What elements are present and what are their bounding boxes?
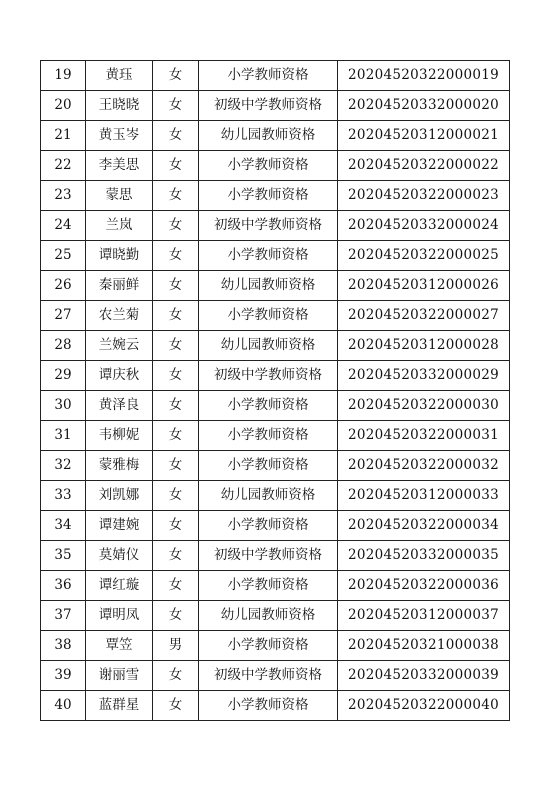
gender-cell: 男	[153, 631, 199, 661]
table-row	[41, 211, 510, 241]
row-number-cell: 19	[41, 61, 86, 91]
person-name-cell: 刘凯娜	[86, 481, 153, 511]
gender-cell: 女	[153, 181, 199, 211]
person-name-cell: 兰岚	[86, 211, 153, 241]
qualification-type-cell: 幼儿园教师资格	[199, 331, 338, 361]
row-number-cell: 38	[41, 631, 86, 661]
table-row	[41, 451, 510, 481]
table-row	[41, 541, 510, 571]
row-number-cell: 22	[41, 151, 86, 181]
gender-cell: 女	[153, 61, 199, 91]
certificate-number-cell: 20204520312000026	[338, 271, 510, 301]
gender-cell: 女	[153, 451, 199, 481]
row-number-cell: 27	[41, 301, 86, 331]
table-row	[41, 391, 510, 421]
gender-cell: 女	[153, 421, 199, 451]
certificate-number-cell: 20204520332000029	[338, 361, 510, 391]
row-number-cell: 33	[41, 481, 86, 511]
table-row	[41, 331, 510, 361]
person-name-cell: 蓝群星	[86, 691, 153, 721]
certificate-number-cell: 20204520322000034	[338, 511, 510, 541]
row-number-cell: 25	[41, 241, 86, 271]
qualification-type-cell: 小学教师资格	[199, 511, 338, 541]
qualification-type-cell: 小学教师资格	[199, 241, 338, 271]
table-row	[41, 241, 510, 271]
gender-cell: 女	[153, 211, 199, 241]
person-name-cell: 莫婧仪	[86, 541, 153, 571]
table-row	[41, 121, 510, 151]
person-name-cell: 王晓晓	[86, 91, 153, 121]
gender-cell: 女	[153, 151, 199, 181]
certificate-number-cell: 20204520322000040	[338, 691, 510, 721]
table-row	[41, 571, 510, 601]
certificate-number-cell: 20204520322000036	[338, 571, 510, 601]
gender-cell: 女	[153, 301, 199, 331]
person-name-cell: 谢丽雪	[86, 661, 153, 691]
qualification-type-cell: 小学教师资格	[199, 691, 338, 721]
qualification-type-cell: 初级中学教师资格	[199, 541, 338, 571]
person-name-cell: 蒙思	[86, 181, 153, 211]
certificate-number-cell: 20204520312000037	[338, 601, 510, 631]
row-number-cell: 31	[41, 421, 86, 451]
certificate-number-cell: 20204520322000025	[338, 241, 510, 271]
certificate-number-cell: 20204520322000022	[338, 151, 510, 181]
qualification-type-cell: 初级中学教师资格	[199, 211, 338, 241]
certificate-number-cell: 20204520312000028	[338, 331, 510, 361]
person-name-cell: 黄玉岑	[86, 121, 153, 151]
table-row	[41, 511, 510, 541]
row-number-cell: 32	[41, 451, 86, 481]
gender-cell: 女	[153, 91, 199, 121]
person-name-cell: 覃笠	[86, 631, 153, 661]
gender-cell: 女	[153, 271, 199, 301]
gender-cell: 女	[153, 121, 199, 151]
row-number-cell: 21	[41, 121, 86, 151]
certificate-roster-table	[40, 60, 510, 721]
roster-body	[41, 61, 510, 721]
gender-cell: 女	[153, 331, 199, 361]
gender-cell: 女	[153, 691, 199, 721]
row-number-cell: 40	[41, 691, 86, 721]
gender-cell: 女	[153, 661, 199, 691]
row-number-cell: 39	[41, 661, 86, 691]
qualification-type-cell: 小学教师资格	[199, 301, 338, 331]
table-row	[41, 91, 510, 121]
person-name-cell: 农兰菊	[86, 301, 153, 331]
person-name-cell: 黄泽良	[86, 391, 153, 421]
qualification-type-cell: 小学教师资格	[199, 61, 338, 91]
gender-cell: 女	[153, 601, 199, 631]
table-row	[41, 181, 510, 211]
row-number-cell: 37	[41, 601, 86, 631]
certificate-number-cell: 20204520322000031	[338, 421, 510, 451]
row-number-cell: 24	[41, 211, 86, 241]
qualification-type-cell: 小学教师资格	[199, 151, 338, 181]
certificate-number-cell: 20204520322000027	[338, 301, 510, 331]
table-row	[41, 601, 510, 631]
certificate-number-cell: 20204520312000033	[338, 481, 510, 511]
person-name-cell: 黄珏	[86, 61, 153, 91]
gender-cell: 女	[153, 391, 199, 421]
person-name-cell: 蒙雅梅	[86, 451, 153, 481]
qualification-type-cell: 小学教师资格	[199, 421, 338, 451]
qualification-type-cell: 幼儿园教师资格	[199, 481, 338, 511]
person-name-cell: 谭庆秋	[86, 361, 153, 391]
gender-cell: 女	[153, 241, 199, 271]
table-row	[41, 151, 510, 181]
table-row	[41, 271, 510, 301]
row-number-cell: 29	[41, 361, 86, 391]
qualification-type-cell: 初级中学教师资格	[199, 661, 338, 691]
gender-cell: 女	[153, 511, 199, 541]
row-number-cell: 34	[41, 511, 86, 541]
person-name-cell: 兰婉云	[86, 331, 153, 361]
table-row	[41, 301, 510, 331]
qualification-type-cell: 小学教师资格	[199, 451, 338, 481]
table-row	[41, 421, 510, 451]
gender-cell: 女	[153, 361, 199, 391]
person-name-cell: 秦丽鲜	[86, 271, 153, 301]
table-row	[41, 631, 510, 661]
qualification-type-cell: 幼儿园教师资格	[199, 271, 338, 301]
person-name-cell: 韦柳妮	[86, 421, 153, 451]
gender-cell: 女	[153, 481, 199, 511]
certificate-number-cell: 20204520322000019	[338, 61, 510, 91]
qualification-type-cell: 小学教师资格	[199, 181, 338, 211]
table-row	[41, 691, 510, 721]
row-number-cell: 23	[41, 181, 86, 211]
person-name-cell: 谭明凤	[86, 601, 153, 631]
certificate-number-cell: 20204520332000039	[338, 661, 510, 691]
qualification-type-cell: 小学教师资格	[199, 391, 338, 421]
qualification-type-cell: 初级中学教师资格	[199, 91, 338, 121]
qualification-type-cell: 小学教师资格	[199, 631, 338, 661]
row-number-cell: 35	[41, 541, 86, 571]
gender-cell: 女	[153, 571, 199, 601]
qualification-type-cell: 幼儿园教师资格	[199, 121, 338, 151]
certificate-number-cell: 20204520332000020	[338, 91, 510, 121]
person-name-cell: 李美思	[86, 151, 153, 181]
qualification-type-cell: 幼儿园教师资格	[199, 601, 338, 631]
table-row	[41, 361, 510, 391]
certificate-number-cell: 20204520322000023	[338, 181, 510, 211]
table-row	[41, 481, 510, 511]
table-row	[41, 661, 510, 691]
certificate-number-cell: 20204520332000024	[338, 211, 510, 241]
person-name-cell: 谭红璇	[86, 571, 153, 601]
table-row	[41, 61, 510, 91]
row-number-cell: 26	[41, 271, 86, 301]
certificate-number-cell: 20204520321000038	[338, 631, 510, 661]
qualification-type-cell: 初级中学教师资格	[199, 361, 338, 391]
row-number-cell: 30	[41, 391, 86, 421]
row-number-cell: 36	[41, 571, 86, 601]
row-number-cell: 28	[41, 331, 86, 361]
certificate-number-cell: 20204520322000030	[338, 391, 510, 421]
row-number-cell: 20	[41, 91, 86, 121]
gender-cell: 女	[153, 541, 199, 571]
certificate-number-cell: 20204520312000021	[338, 121, 510, 151]
person-name-cell: 谭建婉	[86, 511, 153, 541]
certificate-number-cell: 20204520332000035	[338, 541, 510, 571]
qualification-type-cell: 小学教师资格	[199, 571, 338, 601]
certificate-number-cell: 20204520322000032	[338, 451, 510, 481]
person-name-cell: 谭晓勤	[86, 241, 153, 271]
